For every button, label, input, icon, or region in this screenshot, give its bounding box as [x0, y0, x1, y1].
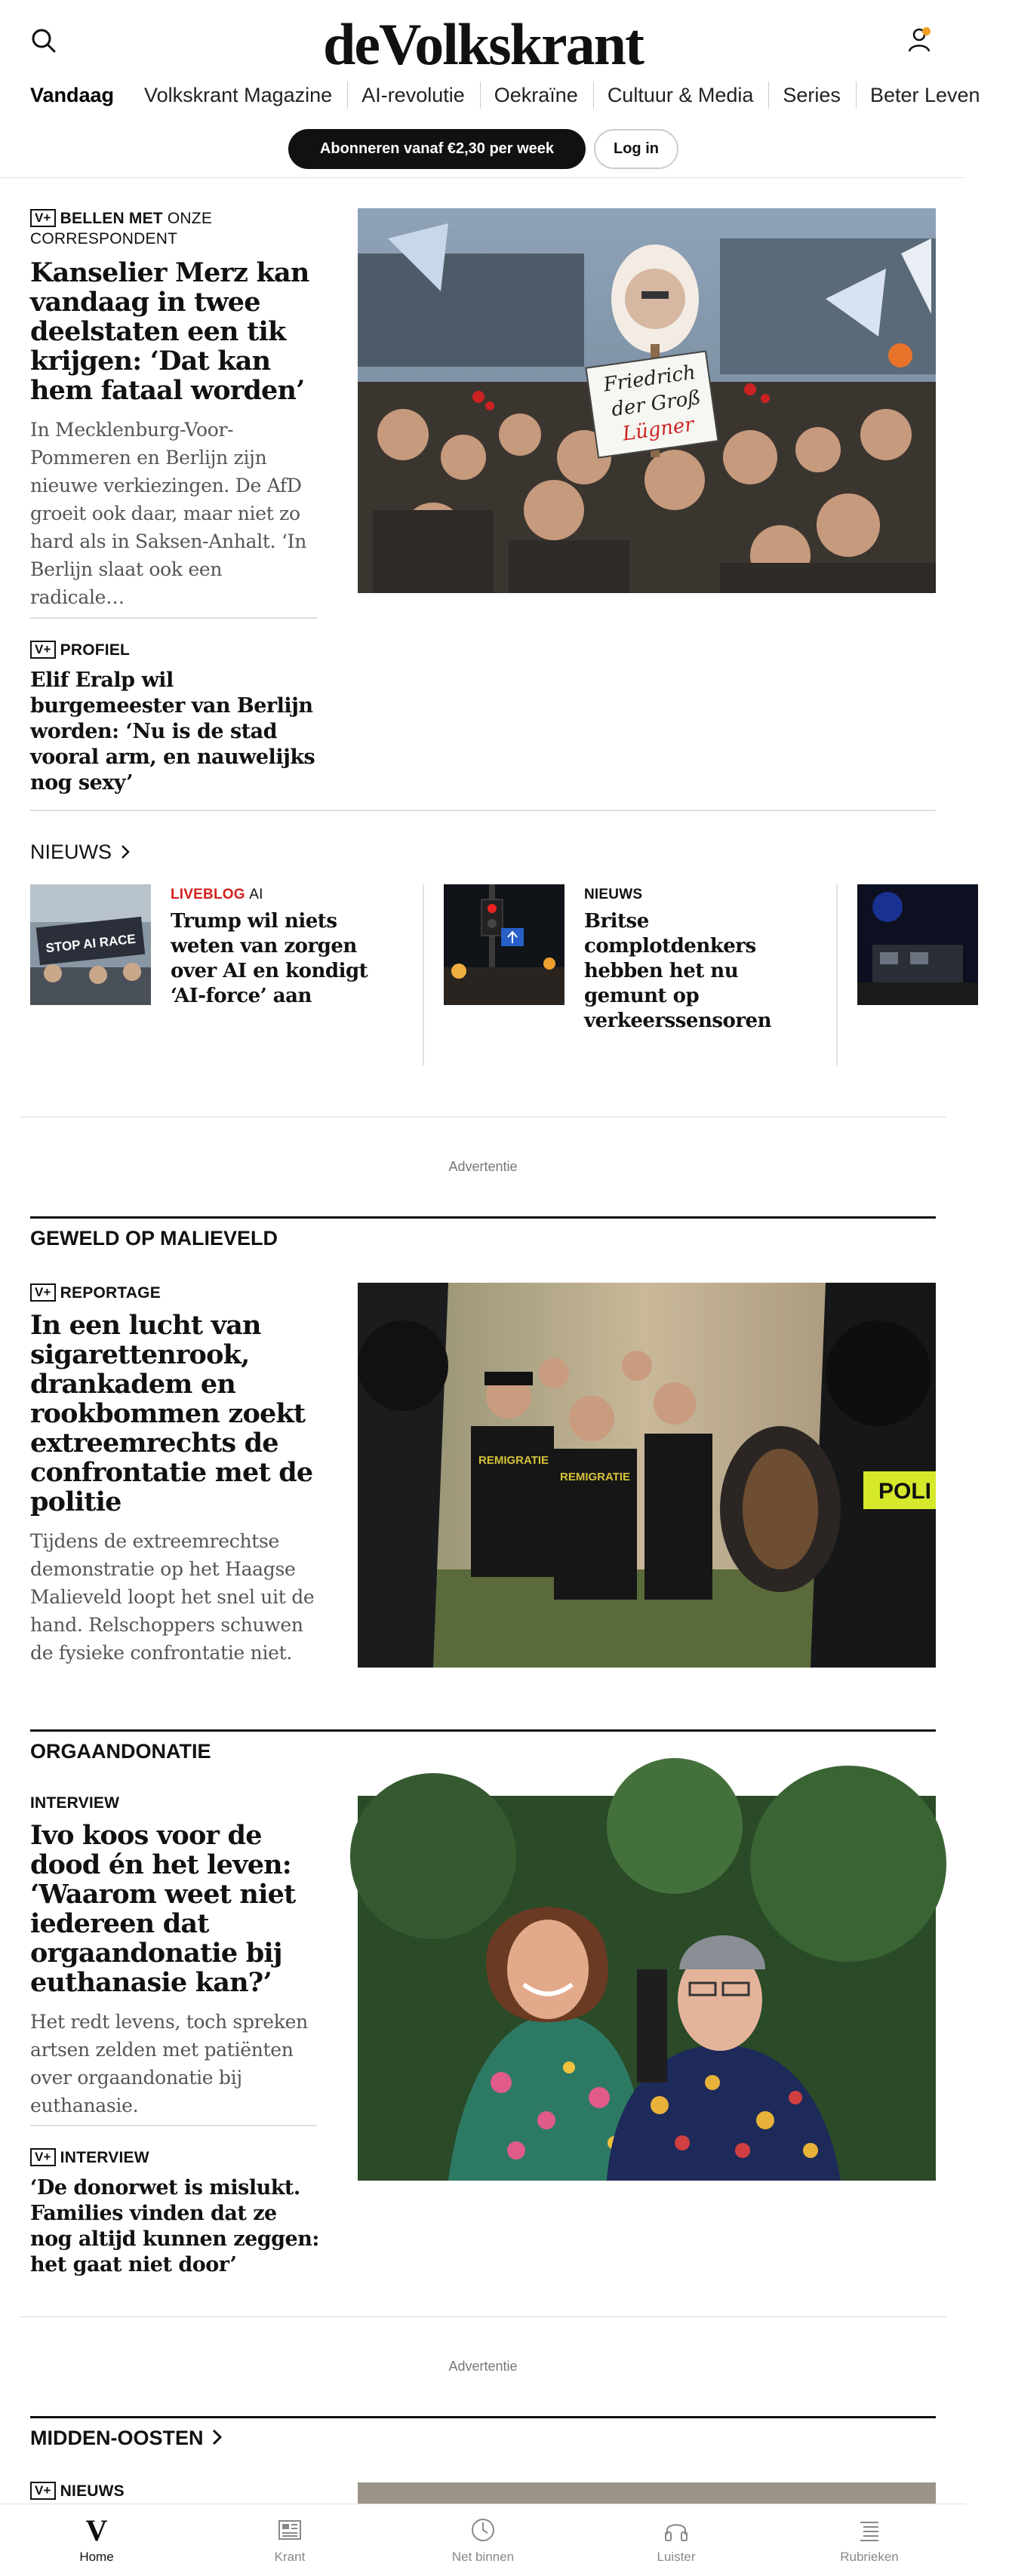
article-label: V+ NIEUWS [30, 2481, 325, 2501]
riot-photo [358, 1283, 936, 1668]
nav-item-series[interactable]: Series [783, 81, 857, 109]
news-card[interactable] [857, 884, 966, 1065]
tab-label: Rubrieken [840, 2550, 899, 2564]
tab-net-binnen[interactable] [386, 2504, 580, 2576]
vplus-badge: V+ [30, 2148, 56, 2166]
chevron-right-icon [119, 844, 131, 860]
news-thumbnail [444, 884, 564, 1005]
subscribe-button[interactable]: Abonneren vanaf €2,30 per week [288, 129, 586, 169]
malieveld-image[interactable] [358, 1283, 936, 1668]
account-button[interactable] [904, 24, 934, 54]
nav-item-ai-revolutie[interactable]: AI-revolutie [361, 81, 481, 109]
article-label: V+ PROFIEL [30, 640, 317, 660]
police-vest-text: POLI [878, 1479, 932, 1504]
secondary-article[interactable] [30, 640, 317, 796]
nieuws-section-title[interactable]: NIEUWS [30, 841, 131, 864]
orgaan-headline[interactable]: Ivo koos voor de dood én het leven: ‘Waarom weet niet iedereen dat orgaandonatie bij euthanasie kan?’ [30, 1820, 296, 1998]
tab-label: Krant [274, 2550, 306, 2564]
malieveld-article[interactable] [30, 1283, 325, 1667]
site-logo[interactable]: deVolkskrant [323, 11, 643, 77]
shirt-text: REMIGRATIE [560, 1471, 631, 1483]
couple-photo [358, 1796, 936, 2181]
lead-lede: In Mecklenburg-Voor-Pommeren en Berlijn zijn nieuwe verkiezingen. De AfD groeit ook daar, maar niet zo hard als in Saksen-Anhalt. ‘In Berlijn slaat ook een radicale… [30, 419, 307, 608]
article-label: INTERVIEW [30, 1794, 120, 1812]
article-label: V+ REPORTAGE [30, 1283, 325, 1303]
news-label: NIEUWS [584, 887, 643, 902]
vplus-badge: V+ [30, 2482, 56, 2500]
bottom-tab-bar [0, 2504, 966, 2575]
card-divider [836, 884, 838, 1065]
protest-photo [358, 208, 936, 593]
tab-luister[interactable] [580, 2504, 773, 2576]
tab-krant[interactable] [193, 2504, 386, 2576]
section-rule [30, 1729, 936, 1732]
nav-item-vandaag[interactable]: Vandaag [30, 84, 115, 106]
sign-line-1: Friedrich [601, 361, 697, 397]
section-rule [30, 1216, 936, 1219]
section-title-midden-oosten[interactable]: MIDDEN-OOSTEN [30, 2427, 224, 2450]
nav-item-cultuur-media[interactable]: Cultuur & Media [608, 81, 770, 109]
nav-item-beter-leven[interactable]: Beter Leven [869, 84, 980, 106]
site-header [0, 0, 980, 178]
card-divider [423, 884, 424, 1065]
news-text [171, 884, 397, 1009]
vplus-badge: V+ [30, 209, 56, 227]
svg-text:V: V [85, 2513, 108, 2547]
traffic-sensor-photo [444, 884, 564, 1005]
news-label: LIVEBLOG AI [171, 887, 263, 902]
news-headline[interactable]: Britse complotdenkers hebben het nu gemunt op verkeerssensoren [584, 910, 771, 1032]
tab-label: Luister [657, 2550, 696, 2564]
news-card[interactable] [444, 884, 836, 1065]
headphones-icon [661, 2515, 691, 2545]
thumb-text: STOP AI RACE [45, 931, 137, 956]
shirt-text: REMIGRATIE [478, 1454, 549, 1467]
orgaan-article[interactable] [30, 1793, 325, 2120]
divider [30, 2125, 317, 2126]
article-label: V+ INTERVIEW [30, 2147, 325, 2168]
divider [30, 617, 317, 619]
tab-label: Home [79, 2550, 114, 2564]
vplus-badge: V+ [30, 1283, 56, 1302]
clock-icon [468, 2515, 498, 2545]
lead-image[interactable] [358, 208, 936, 593]
sign-line-2: der Groß [610, 386, 703, 422]
login-button[interactable]: Log in [594, 129, 678, 169]
midden-oosten-article[interactable] [30, 2481, 325, 2501]
news-thumbnail [857, 884, 978, 1005]
news-thumbnail [30, 884, 151, 1005]
protest-sign-photo [30, 884, 151, 1005]
list-icon [854, 2515, 884, 2545]
section-rule [30, 2416, 936, 2418]
section-nav [30, 81, 980, 112]
lead-headline[interactable]: Kanselier Merz kan vandaag in twee deelstaten een tik krijgen: ‘Dat kan hem fataal worden’ [30, 257, 309, 406]
tab-home[interactable] [0, 2504, 193, 2576]
section-title-malieveld[interactable]: GEWELD OP MALIEVELD [30, 1227, 278, 1250]
nav-item-oekraine[interactable]: Oekraïne [494, 81, 594, 109]
notification-dot [922, 27, 931, 35]
orgaan-secondary-article[interactable] [30, 2147, 325, 2278]
lead-article[interactable] [30, 208, 317, 611]
section-title-orgaandonatie[interactable]: ORGAANDONATIE [30, 1740, 211, 1763]
news-card[interactable] [30, 884, 423, 1065]
advert-label: Advertentie [448, 1159, 518, 1174]
orgaan-secondary-headline[interactable]: ‘De donorwet is mislukt. Families vinden dat ze nog altijd kunnen zeggen: het gaat niet door’ [30, 2176, 319, 2276]
tab-rubrieken[interactable] [773, 2504, 966, 2576]
orgaan-image[interactable] [358, 1796, 936, 2181]
sign-line-3: Lügner [621, 413, 696, 446]
article-label: V+ BELLEN MET ONZE CORRESPONDENT [30, 210, 213, 247]
volkskrant-v-icon [82, 2515, 112, 2545]
news-headline[interactable]: Trump wil niets weten van zorgen over AI en kondigt ‘AI-force’ aan [171, 910, 368, 1007]
tab-label: Net binnen [451, 2550, 515, 2564]
news-text [584, 884, 826, 1034]
advert-label: Advertentie [448, 2359, 518, 2374]
malieveld-lede: Tijdens de extreemrechtse demonstratie op het Haagse Malieveld loopt het snel uit de hand. Relschoppers schuwen de fysieke confrontatie niet. [30, 1530, 315, 1664]
night-scene-photo [857, 884, 978, 1005]
divider [20, 2316, 946, 2317]
nav-item-magazine[interactable]: Volkskrant Magazine [144, 81, 348, 109]
newspaper-icon [275, 2515, 305, 2545]
vplus-badge: V+ [30, 641, 56, 659]
malieveld-headline[interactable]: In een lucht van sigarettenrook, drankadem en rookbommen zoekt extreemrechts de confrontatie met de politie [30, 1310, 313, 1517]
orgaan-lede: Het redt levens, toch spreken artsen zelden met patiënten over orgaandonatie bij euthanasie. [30, 2011, 308, 2116]
secondary-headline[interactable]: Elif Eralp wil burgemeester van Berlijn worden: ‘Nu is de stad vooral arm, en nauwelijks nog sexy’ [30, 669, 315, 795]
chevron-right-icon [211, 2428, 224, 2446]
divider [30, 810, 936, 811]
